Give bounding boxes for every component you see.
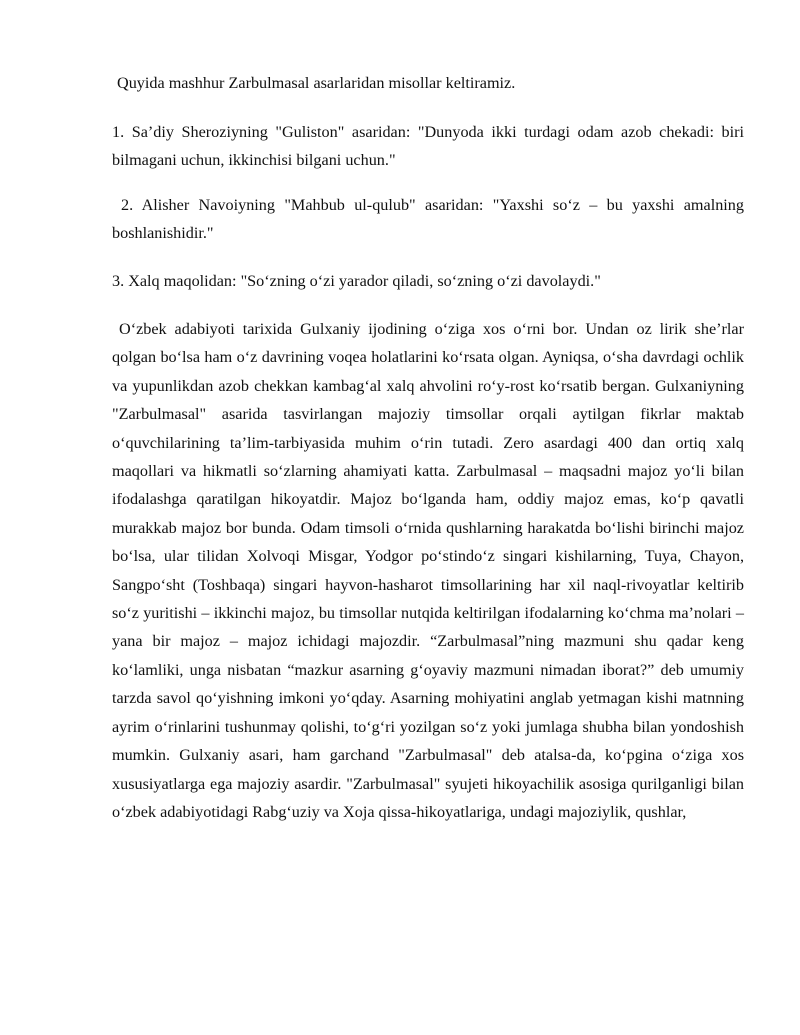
example-2: 2. Alisher Navoiyning "Mahbub ul-qulub" asaridan: "Yaxshi so‘z – bu yaxshi amalning boshlanishidir." bbox=[112, 196, 744, 243]
intro-paragraph: Quyida mashhur Zarbulmasal asarlaridan misollar keltiramiz. bbox=[117, 74, 516, 92]
example-1: 1. Sa’diy Sheroziyning "Guliston" asaridan: "Dunyoda ikki turdagi odam azob chekadi: biri bilmagani uchun, ikkinchisi bilgani uchun." bbox=[112, 123, 744, 170]
example-3: 3. Xalq maqolidan: "So‘zning o‘zi yarador qiladi, so‘zning o‘zi davolaydi." bbox=[112, 272, 601, 290]
body-paragraph: O‘zbek adabiyoti tarixida Gulxaniy ijodining o‘ziga xos o‘rni bor. Undan oz lirik she’rlar qolgan bo‘lsa ham o‘z davrining voqea holatlarini ko‘rsata olgan. Ayniqsa, o‘sha davrdagi ochlik va yupunlikdan azob chekkan kambag‘al xalq ahvolini ro‘y-rost ko‘rsatib bergan. Gulxaniyning "Zarbulmasal" asarida tasvirlangan majoziy timsollar orqali aytilgan fikrlar maktab o‘quvchilarining ta’lim-tarbiyasida muhim o‘rin tutadi. Zero asardagi 400 dan ortiq xalq maqollari va hikmatli so‘zlarning ahamiyati katta. Zarbulmasal – maqsadni majoz yo‘li bilan ifodalashga qaratilgan hikoyatdir. Majoz bo‘lganda ham, oddiy majoz emas, ko‘p qavatli murakkab majoz bor bunda. Odam timsoli o‘rnida qushlarning harakatda bo‘lishi birinchi majoz bo‘lsa, ular tilidan Xolvoqi Misgar, Yodgor po‘stindo‘z singari kishilarning, Tuya, Chayon, Sangpo‘sht (Toshbaqa) singari hayvon-hasharot timsollarining har xil naql-rivoyatlar keltirib so‘z yuritishi – ikkinchi majoz, bu timsollar nutqida keltirilgan ifodalarning ko‘chma ma’nolari – yana bir majoz – majoz ichidagi majozdir. “Zarbulmasal”ning mazmuni shu qadar keng ko‘lamliki, unga nisbatan “mazkur asarning g‘oyaviy mazmuni nimadan iborat?” deb umumiy tarzda savol qo‘yishning imkoni yo‘qday. Asarning mohiyatini anglab yetmagan kishi matnning ayrim o‘rinlarini tushunmay qolishi, to‘g‘ri yozilgan so‘z yoki jumlaga shubha bilan yondoshish mumkin. Gulxaniy asari, ham garchand "Zarbulmasal" deb atalsa-da, ko‘pgina o‘ziga xos xususiyatlarga ega majoziy asardir. "Zarbulmasal" syujeti hikoyachilik asosiga qurilganligi bilan o‘zbek adabiyotidagi Rabg‘uziy va Xoja qissa-hikoyatlariga, undagi majoziylik, qushlar, bbox=[112, 320, 744, 821]
